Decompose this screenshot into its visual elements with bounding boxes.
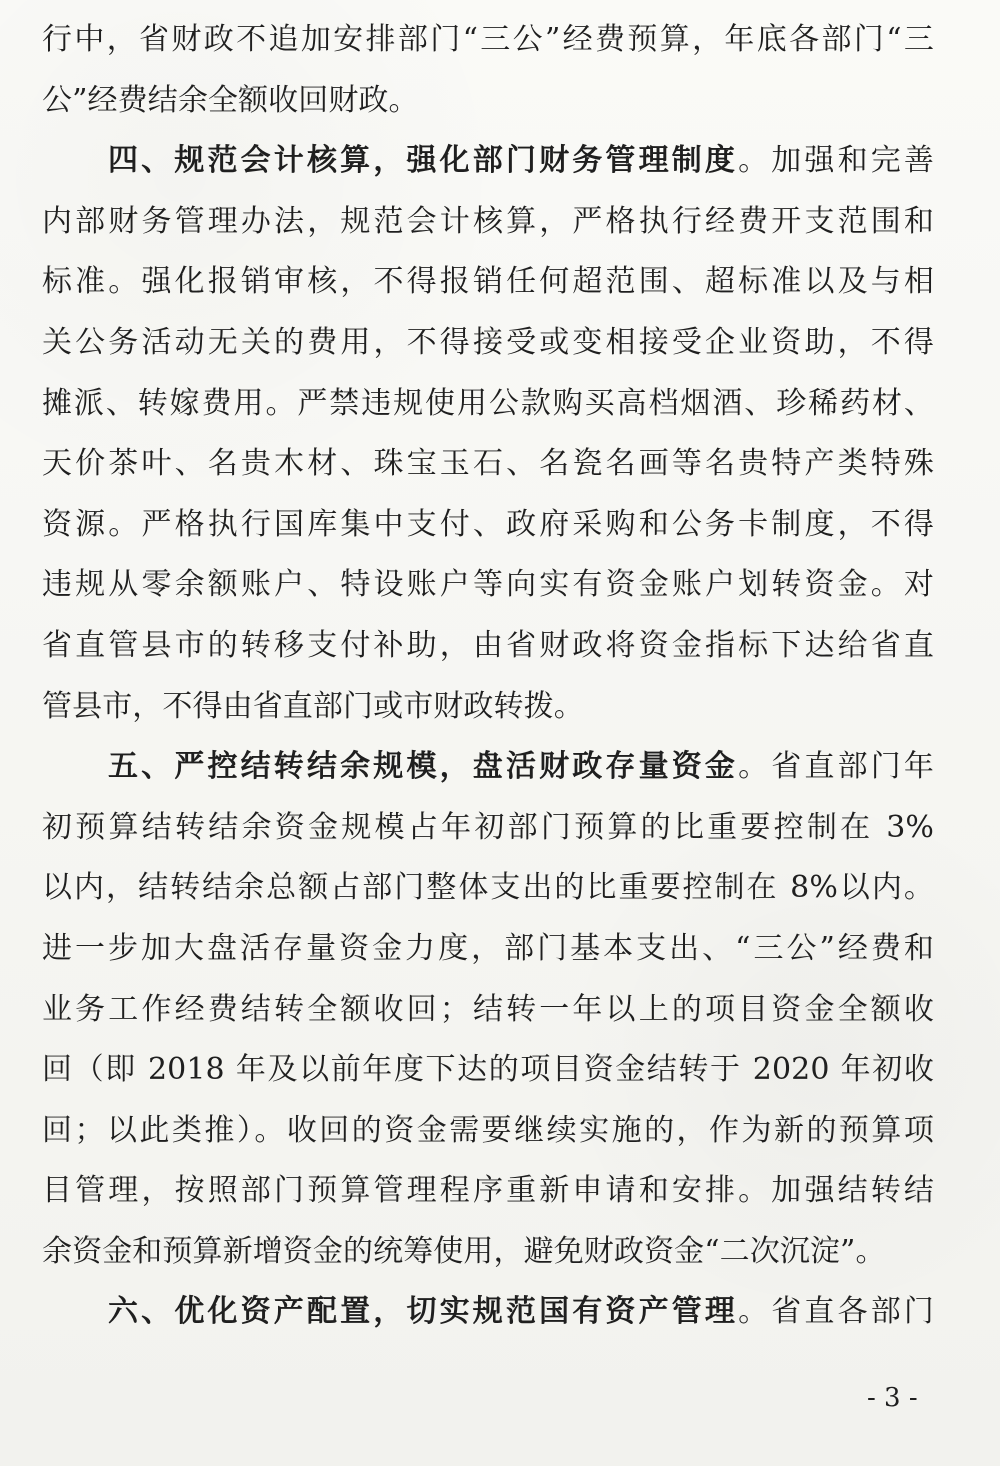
document-line <box>42 252 934 313</box>
document-line <box>42 131 934 192</box>
body-text: 余资金和预算新增资金的统筹使用，避免财政资金“二次沉淀”。 <box>42 1233 886 1269</box>
section-heading-text: 。省直部门年 <box>738 749 934 785</box>
section-heading: 六、优化资产配置，切实规范国有资产管理 <box>108 1294 739 1330</box>
body-text: 内部财务管理办法，规范会计核算，严格执行经费开支范围和 <box>42 203 934 239</box>
document-line <box>42 374 934 435</box>
body-text: 目管理，按照部门预算管理程序重新申请和安排。加强结转结 <box>42 1173 934 1209</box>
document-line <box>42 798 934 859</box>
body-text: 资源。严格执行国库集中支付、政府采购和公务卡制度，不得 <box>42 506 934 542</box>
body-text: 摊派、转嫁费用。严禁违规使用公款购买高档烟酒、珍稀药材、 <box>42 385 934 421</box>
body-text: 公”经费结余全额收回财政。 <box>42 82 419 118</box>
document-line <box>42 313 934 374</box>
body-text: 以内，结转结余总额占部门整体支出的比重要控制在 8%以内。 <box>42 870 934 906</box>
body-text: 业务工作经费结转全额收回；结转一年以上的项目资金全额收 <box>42 991 934 1027</box>
document-line <box>42 980 934 1041</box>
document-line <box>42 192 934 253</box>
document-line <box>42 1222 934 1283</box>
section-heading: 五、严控结转结余规模，盘活财政存量资金 <box>108 749 739 785</box>
document-line <box>42 677 934 738</box>
body-text: 省直管县市的转移支付补助，由省财政将资金指标下达给省直 <box>42 627 934 663</box>
body-text: 回（即 2018 年及以前年度下达的项目资金结转于 2020 年初收 <box>42 1052 934 1088</box>
document-line <box>42 616 934 677</box>
document-line <box>42 10 934 71</box>
document-line <box>42 737 934 798</box>
body-text: 违规从零余额账户、特设账户等向实有资金账户划转资金。对 <box>42 567 934 603</box>
body-text: 标准。强化报销审核，不得报销任何超范围、超标准以及与相 <box>42 264 934 300</box>
body-text: 回；以此类推）。收回的资金需要继续实施的，作为新的预算项 <box>42 1112 934 1148</box>
document-line <box>42 1101 934 1162</box>
section-heading: 四、规范会计核算，强化部门财务管理制度 <box>108 143 739 179</box>
document-line <box>42 1282 934 1343</box>
body-text: 初预算结转结余资金规模占年初部门预算的比重要控制在 3% <box>42 809 934 845</box>
body-text: 进一步加大盘活存量资金力度，部门基本支出、“三公”经费和 <box>42 930 934 966</box>
document-line <box>42 555 934 616</box>
document-line <box>42 858 934 919</box>
body-text: 行中，省财政不追加安排部门“三公”经费预算，年底各部门“三 <box>42 22 934 57</box>
body-text: 关公务活动无关的费用，不得接受或变相接受企业资助，不得 <box>42 324 934 360</box>
document-line <box>42 1161 934 1222</box>
body-text: 管县市，不得由省直部门或市财政转拨。 <box>42 688 584 724</box>
document-body <box>42 10 934 1343</box>
document-line <box>42 1040 934 1101</box>
document-line <box>42 71 934 132</box>
section-heading-text: 。省直各部门 <box>738 1294 934 1330</box>
body-text: 天价茶叶、名贵木材、珠宝玉石、名瓷名画等名贵特产类特殊 <box>42 446 934 482</box>
page-number: - 3 - <box>867 1383 918 1413</box>
document-line <box>42 434 934 495</box>
document-line <box>42 495 934 556</box>
document-line <box>42 919 934 980</box>
section-heading-text: 。加强和完善 <box>738 143 934 179</box>
